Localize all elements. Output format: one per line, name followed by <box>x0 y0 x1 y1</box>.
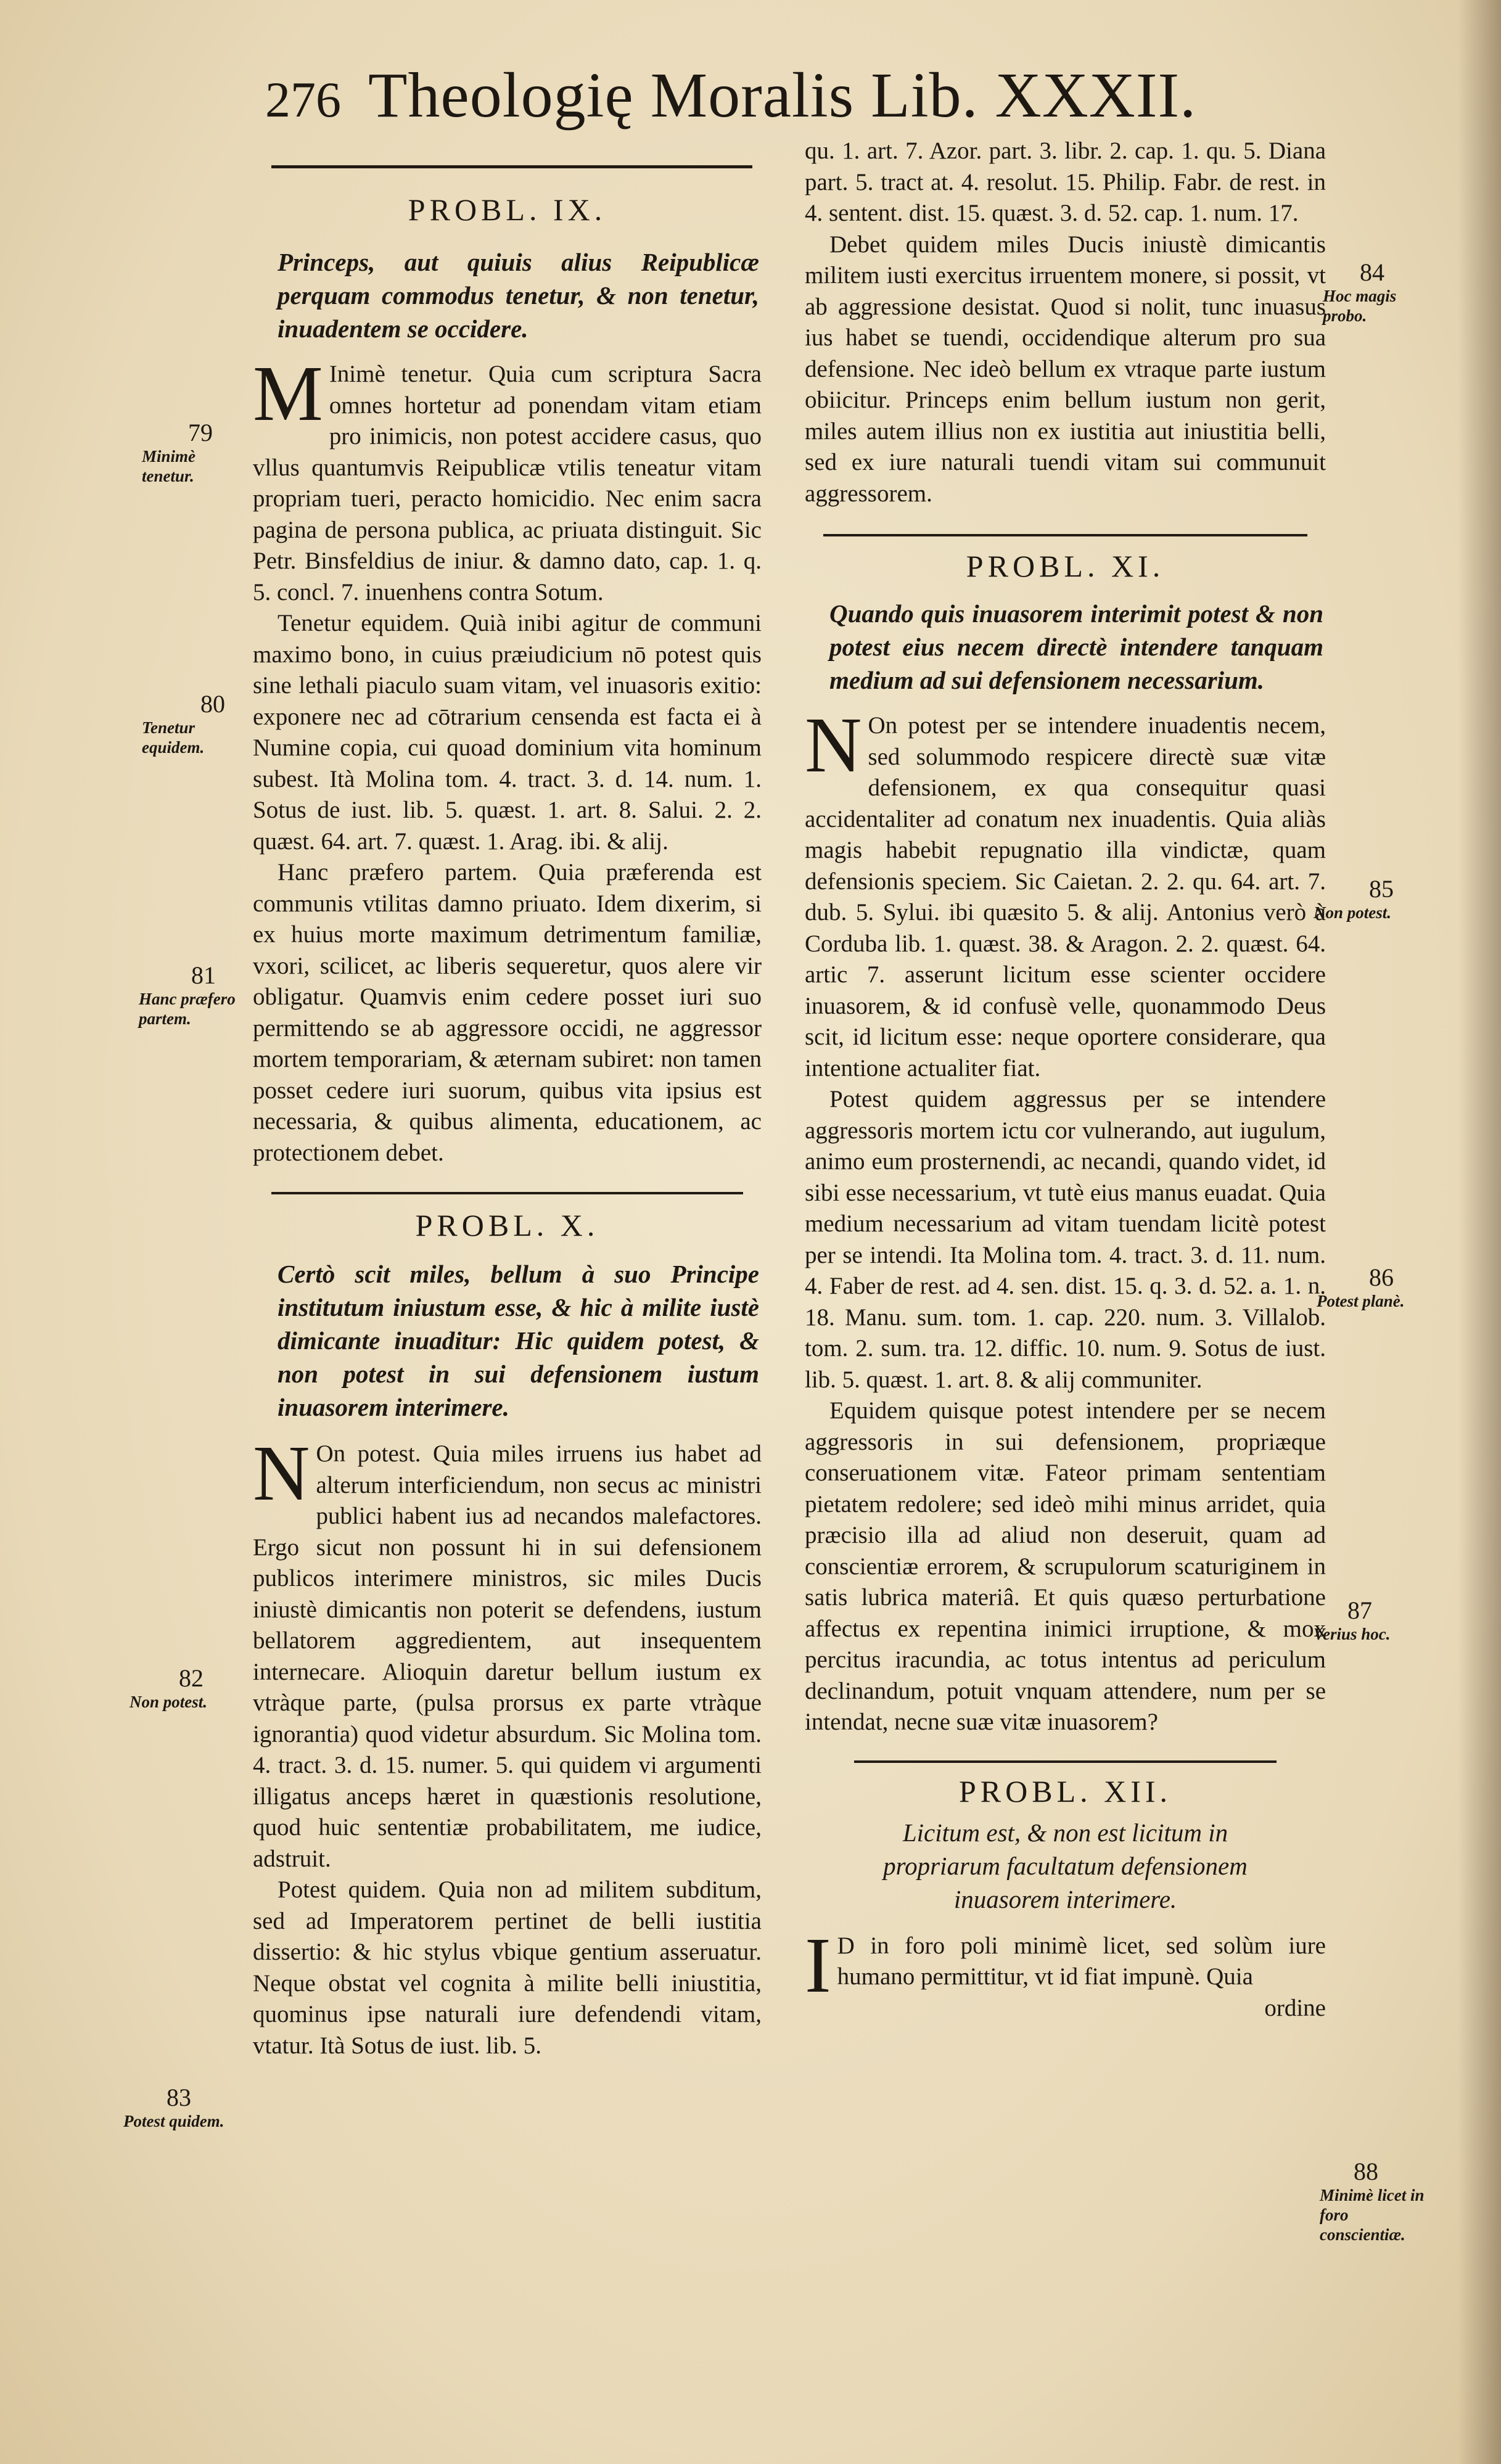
margin-note-text: Potest quidem. <box>123 2112 224 2130</box>
drop-capital: I <box>805 1921 831 2009</box>
probl-x-heading: PROBL. X. <box>415 1208 599 1242</box>
margin-note-text: Tenetur equidem. <box>142 718 205 757</box>
section-rule <box>854 1760 1277 1763</box>
paragraph-88-text: D in foro poli minimè licet, sed solùm iure humano permittitur, vt id fiat impunè. Quia <box>837 1932 1326 1990</box>
probl-ix-heading: PROBL. IX. <box>408 192 607 227</box>
probl-xii-question: Licitum est, & non est licitum in propriarum facultatum defensionem inuasorem interimere. <box>883 1818 1248 1913</box>
section-rule <box>823 534 1307 536</box>
page-number: 276 <box>265 72 341 128</box>
margin-note-number: 83 <box>167 2084 191 2111</box>
margin-note-number: 79 <box>188 419 213 446</box>
margin-note-84 <box>1323 259 1428 326</box>
margin-note-text: Non potest. <box>130 1693 208 1711</box>
probl-ix-question: Princeps, aut quiuis alius Reipublicæ perquam commodus tenetur, & non tenetur, inuadentem se occidere. <box>278 248 759 343</box>
drop-capital: N <box>253 1429 310 1517</box>
margin-note-text: Verius hoc. <box>1314 1625 1391 1643</box>
running-head <box>265 59 1314 139</box>
margin-note-text: Non potest. <box>1314 903 1392 922</box>
margin-note-number: 81 <box>191 961 216 989</box>
margin-note-number: 87 <box>1347 1596 1372 1624</box>
catchword: ordine <box>1264 1994 1326 2021</box>
paragraph-79-text: Inimè tenetur. Quia cum scriptura Sacra omnes hortetur ad ponendam vitam etiam pro inimicis, non potest accidere casus, quo vllus quantumvis Reipublicæ vtilis teneatur vitam propriam tueri, peracto homicidio. Nec enim sacra pagina de persona publica, ac priuata distinguit. Sic Petr. Binsfeldius de iniur. & damno dato, cap. 1. q. 5. concl. 7. inuenhens contra Sotum. <box>253 361 762 606</box>
probl-xi-heading: PROBL. XI. <box>966 549 1165 583</box>
margin-note-number: 82 <box>179 1664 204 1692</box>
margin-note-88 <box>1320 2158 1431 2244</box>
drop-capital: M <box>253 350 323 437</box>
references-continued: qu. 1. art. 7. Azor. part. 3. libr. 2. cap. 1. qu. 5. Diana part. 5. tract at. 4. resolut. 15. Philip. Fabr. de rest. in 4. sentent. dist. 15. quæst. 3. d. 52. cap. 1. num. 17. <box>805 138 1326 226</box>
margin-note-number: 84 <box>1360 258 1384 286</box>
paragraph-84: Debet quidem miles Ducis iniustè dimicantis militem iusti exercitus irruentem monere, si possit, vt ab aggressione desistat. Quod si nolit, tunc inuasus ius habet se tuendi, occidendique alterum pro sua defensione. Nec ideò bellum ex vtraque parte iustum obiicitur. Princeps enim bellum iustum non gerit, miles autem illius non ex iustitia aut iniustitia belli, sed ex iure naturali tuendi vitam sui communuit aggressorem. <box>805 231 1326 507</box>
probl-x-question: Certò scit miles, bellum à suo Principe institutum iniustum esse, & hic à milite iustè dimicante inuaditur: Hic quidem potest, & non potest in sui defensionem iustum inuasorem interimere. <box>278 1260 759 1421</box>
margin-note-86 <box>1317 1264 1428 1311</box>
probl-xi-question: Quando quis inuasorem interimit potest & non potest eius necem directè intendere tanquam medium ad sui defensionem necessarium. <box>829 599 1323 694</box>
margin-note-81 <box>139 962 250 1029</box>
section-rule <box>271 1192 743 1194</box>
paragraph-85-text: On potest per se intendere inuadentis necem, sed solummodo respicere directè suæ vitæ defensionem, ex qua consequitur quasi accidentaliter ad conatum nex inuadentis. Quia aliàs magis habebit repugnatio illa vindictæ, quam defensionis speciem. Sic Caietan. 2. 2. qu. 64. art. 7. dub. 5. Sylui. ibi quæsito 5. & alij. Antonius verò à Corduba lib. 1. quæst. 38. & Aragon. 2. 2. quæst. 64. artic 7. asserunt licitum esse scienter occidere inuasorem, & id confusè velle, quonammodo Deus scit, id licitum esse: neque oportere considerare, qua intentione actualiter fiat. <box>805 712 1326 1082</box>
header-rule <box>271 165 752 168</box>
left-column <box>253 185 762 2061</box>
paragraph-81: Hanc præfero partem. Quia præferenda est communis vtilitas damno priuato. Idem dixerim, si ex huius morte maximum detrimentum familiæ, vxori, scilicet, ac liberis sequeretur, quos alere vir obligatur. Quamvis enim cedere posset iuri suo permittendo se ab aggressore occidi, ne aggressor mortem temporariam, & æternam subiret: non tamen posset cedere iuri suorum, quibus vita ipsius est necessaria, & quibus alimenta, educationem, ac protectionem debet. <box>253 859 762 1166</box>
paragraph-83: Potest quidem. Quia non ad militem subditum, sed ad Imperatorem pertinet de belli iustitia dissertio: & hic stylus vbique gentium asseruatur. Neque obstat vel cognita à milite belli iniustitia, quominus ipse naturali iure defendendi vitam, vtatur. Ità Sotus de iust. lib. 5. <box>253 1876 762 2059</box>
margin-note-text: Minimè tenetur. <box>142 447 196 485</box>
margin-note-80 <box>142 691 250 757</box>
margin-note-text: Minimè licet in foro conscientiæ. <box>1320 2186 1425 2244</box>
running-title: Theologię Moralis Lib. XXXII. <box>368 60 1197 131</box>
paragraph-80: Tenetur equidem. Quià inibi agitur de communi maximo bono, in cuius præiudicium nō potest quis sine lethali piaculo suam vitam, vel inuasoris exitio: exponere nec ad cōtrarium censenda est facta ei à Numine copia, cui quoad dominium vita hominum subest. Ità Molina tom. 4. tract. 3. d. 14. num. 1. Sotus de iust. lib. 5. quæst. 1. art. 8. Salui. 2. 2. quæst. 64. art. 7. quæst. 1. Arag. ibi. & alij. <box>253 610 762 855</box>
paragraph-87: Equidem quisque potest intendere per se necem aggressoris in sui defensionem, propriæque conseruationem vitæ. Fateor primam sententiam pietatem redolere; sed ideò mihi minus arridet, quia præcisio illa ad aliud non deseruit, quam ad conscientiæ errorem, & scrupulorum scaturiginem in satis lubrica materiâ. Et quis quæso perturbatione affectus ex repentina inimici irruptione, & mox percitus iracundia, ac totus intentus ad periculum declinandum, potuit vnquam attendere, num per se intendat, necne suæ vitæ inuasorem? <box>805 1397 1326 1735</box>
probl-xii-heading: PROBL. XII. <box>958 1773 1172 1809</box>
margin-note-text: Hanc præfero partem. <box>139 990 236 1028</box>
paragraph-85 <box>805 701 1326 1084</box>
paragraph-79 <box>253 350 762 608</box>
margin-note-number: 88 <box>1354 2158 1378 2185</box>
margin-note-number: 80 <box>200 690 225 718</box>
page-edge-shadow <box>1458 0 1501 2464</box>
margin-note-85 <box>1314 876 1425 922</box>
margin-note-text: Potest planè. <box>1317 1292 1405 1310</box>
margin-note-number: 86 <box>1369 1263 1394 1291</box>
margin-note-83 <box>123 2084 225 2131</box>
margin-note-82 <box>130 1665 241 1712</box>
right-column <box>805 136 1326 2024</box>
margin-note-number: 85 <box>1369 875 1394 903</box>
paragraph-82-text: On potest. Quia miles irruens ius habet ad alterum interficiendum, non secus ac ministri publici habent ius ad necandos malefactores. Ergo sicut non possunt hi in sui defensionem publicos interimere ministros, sic miles Ducis iniustè dimicantis non poterit se defendens, iustum bellatorem aggredientem, aut insequentem internecare. Alioquin daretur bellum iustum ex vtràque parte, (pulsa prorsus ex parte vtràque ignorantia) quod videtur absurdum. Sic Molina tom. 4. tract. 3. d. 15. numer. 5. qui quidem vi argumenti illigatus anceps hæret in quæstionis resolutione, quod huic sententiæ probabilitatem, me iudice, adstruit. <box>253 1440 762 1872</box>
paragraph-82 <box>253 1429 762 1875</box>
paragraph-86: Potest quidem aggressus per se intendere aggressoris mortem ictu cor vulnerando, aut iugulum, animo eum prosternendi, ac necandi, quando videt, id sibi esse necessarium, vt tutè eius manus euadat. Quia medium necessarium ad vitam tuendam licitè potest per se intendi. Ita Molina tom. 4. tract. 3. d. 11. num. 4. Faber de rest. ad 4. sen. dist. 15. q. 3. d. 52. a. 1. n. 18. Manu. sum. tom. 1. cap. 220. num. 3. Villalob. tom. 2. sum. tra. 12. diffic. 10. num. 9. Sotus de iust. lib. 5. quæst. 1. art. 8. & alij communiter. <box>805 1086 1326 1393</box>
margin-note-text: Hoc magis probo. <box>1323 287 1397 325</box>
drop-capital: N <box>805 701 862 789</box>
margin-note-79 <box>142 419 250 486</box>
margin-note-87 <box>1314 1597 1425 1644</box>
